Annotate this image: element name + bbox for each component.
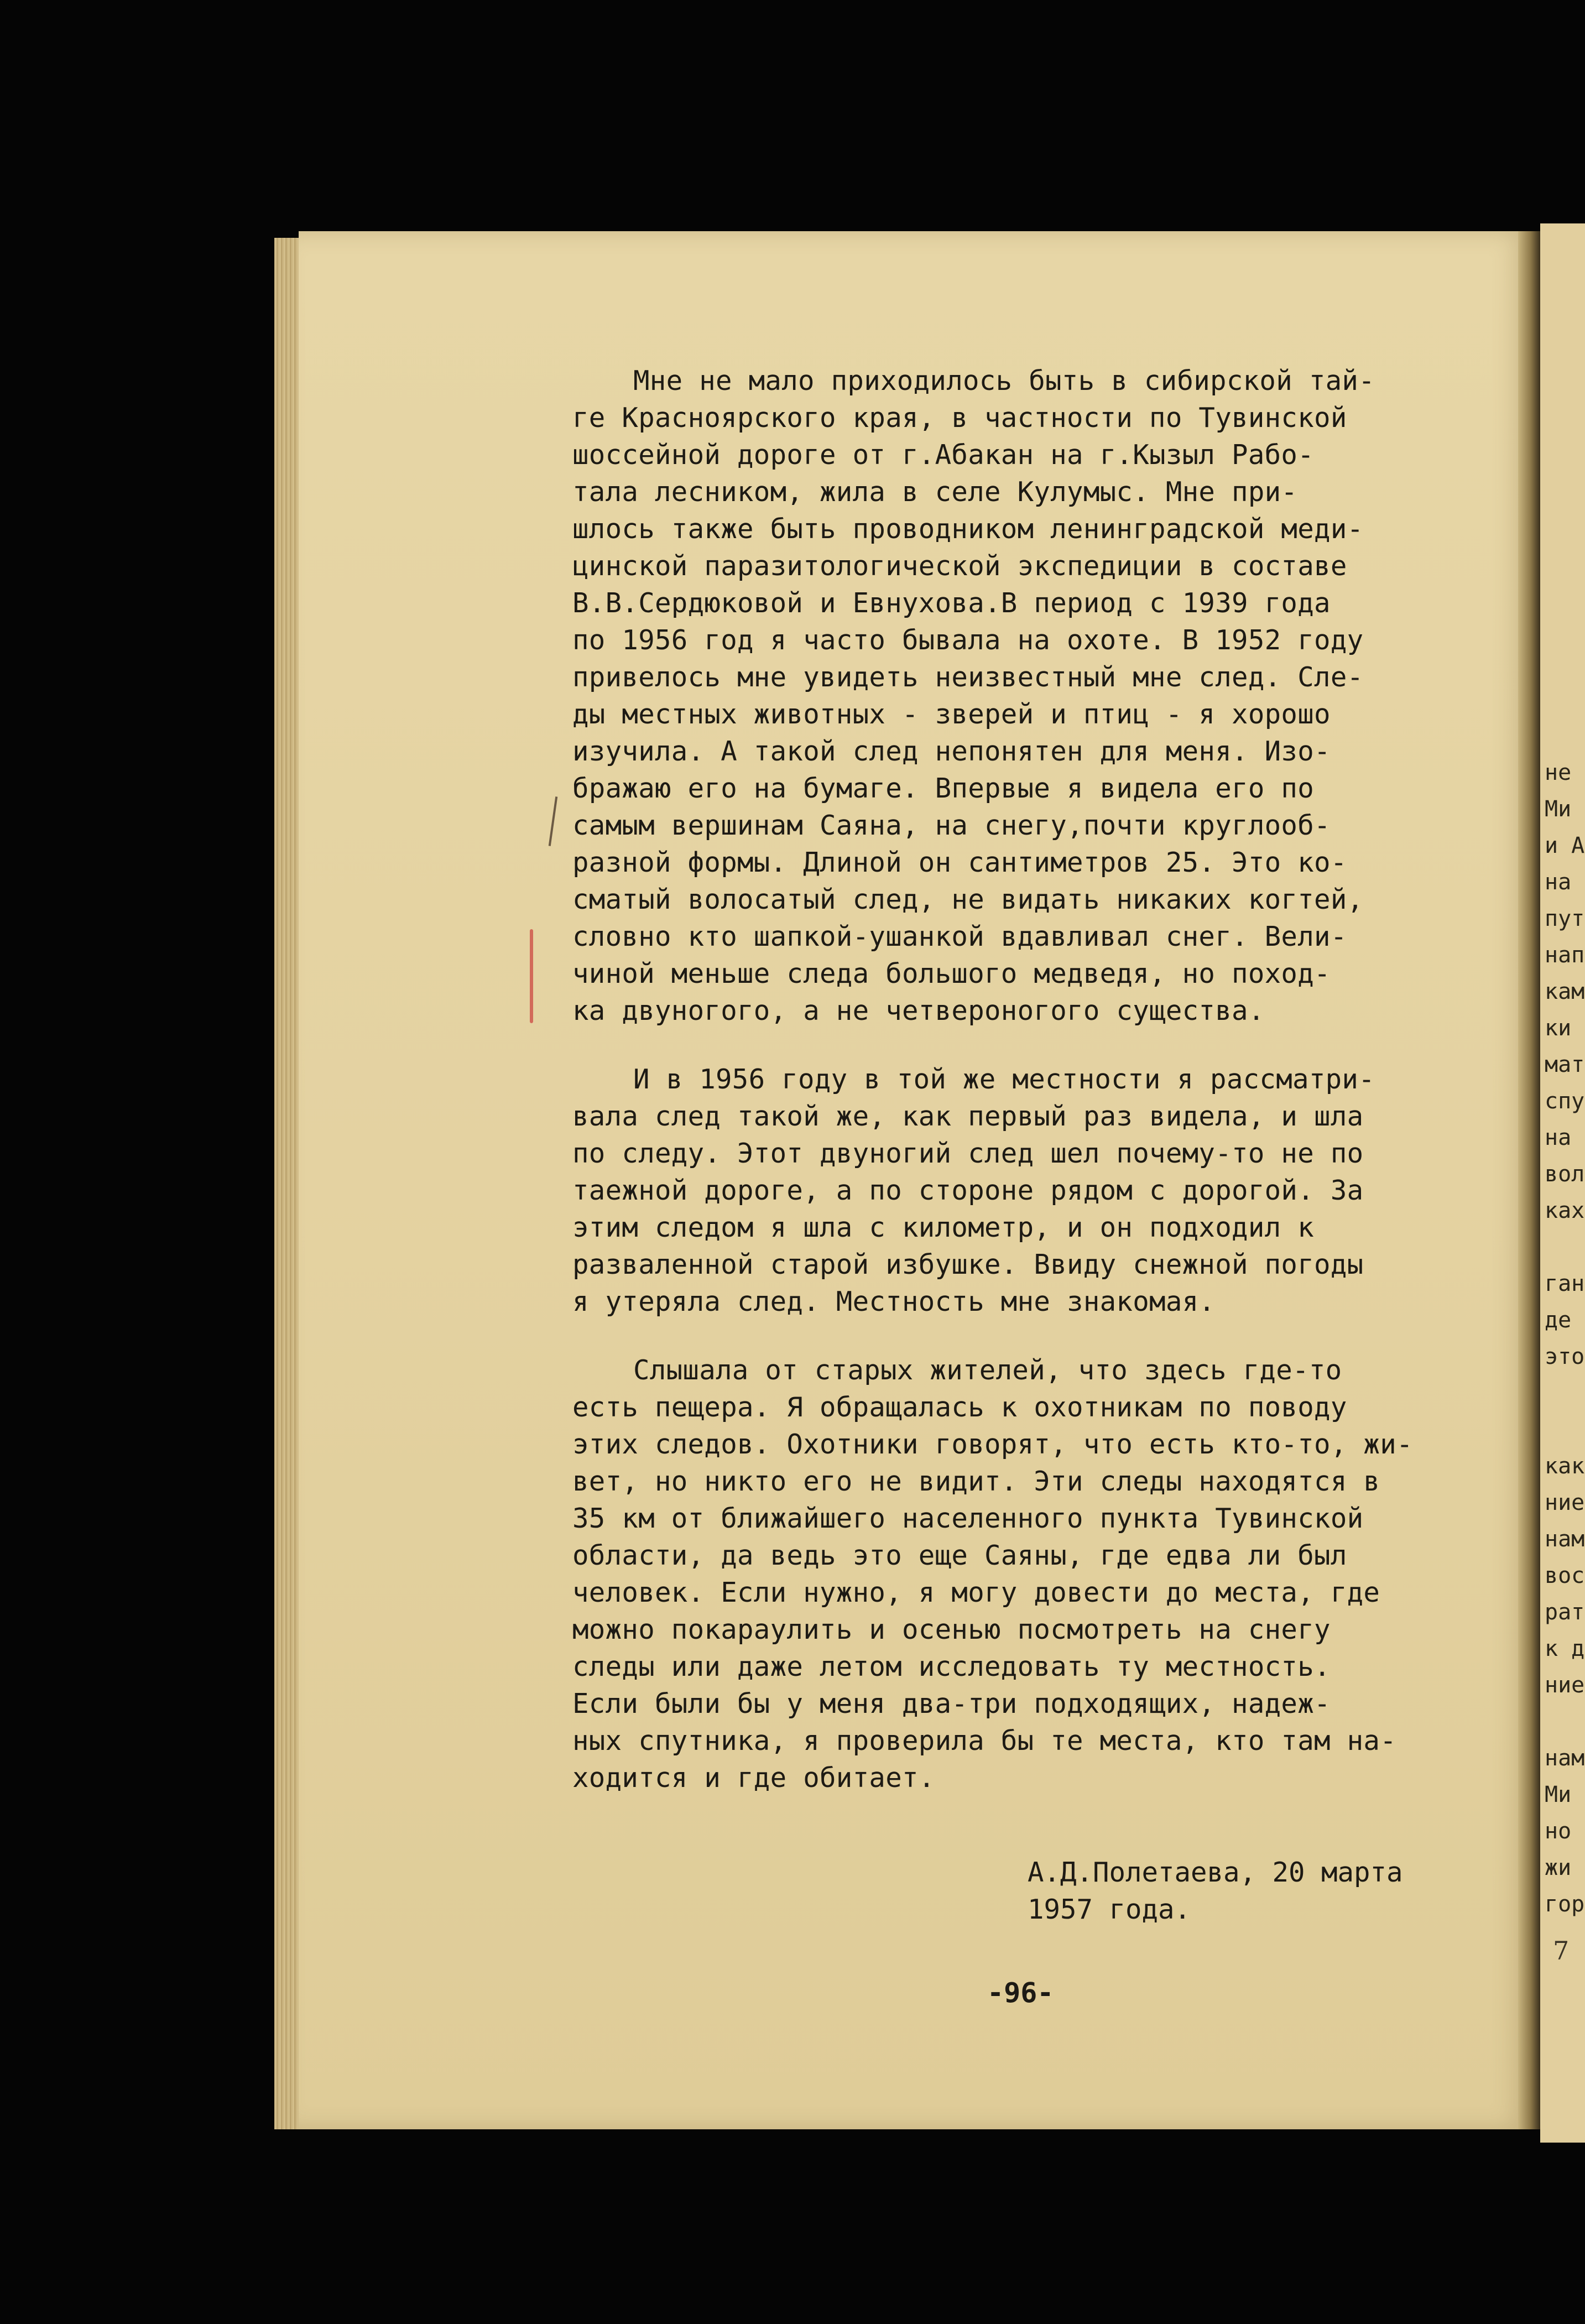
facing-page-text-fragment: но xyxy=(1545,1818,1572,1844)
text-line: вет, но никто его не видит. Эти следы находятся в xyxy=(572,1466,1380,1497)
text-line: ных спутника, я проверила бы те места, кто там на- xyxy=(572,1725,1397,1757)
text-line: самым вершинам Саяна, на снегу,почти круглооб- xyxy=(572,810,1331,841)
text-line: следы или даже летом исследовать ту местность. xyxy=(572,1651,1331,1682)
text-line: В.В.Сердюковой и Евнухова.В период с 1939 года xyxy=(572,587,1331,619)
facing-page-text-fragment: на xyxy=(1545,869,1572,895)
page-body-text xyxy=(572,362,1513,1796)
facing-page-text-fragment: не xyxy=(1545,760,1572,785)
red-pencil-margin-mark xyxy=(530,929,533,1023)
text-line: Слышала от старых жителей, что здесь где-то xyxy=(633,1354,1342,1386)
text-line: этим следом я шла с километр, и он подходил к xyxy=(572,1212,1315,1243)
facing-page-text-fragment: ние xyxy=(1545,1672,1585,1698)
text-line: сматый волосатый след, не видать никаких когтей, xyxy=(572,884,1364,915)
facing-page-text-fragment: пут xyxy=(1545,906,1585,931)
facing-page-text-fragment: ние xyxy=(1545,1490,1585,1515)
text-line: этих следов. Охотники говорят, что есть кто-то, жи- xyxy=(572,1429,1413,1460)
facing-page-text-fragment: ках xyxy=(1545,1198,1585,1223)
paragraph-spacer xyxy=(572,1029,1513,1061)
text-line: человек. Если нужно, я могу довести до места, где xyxy=(572,1577,1380,1608)
facing-page-text-fragment: мат xyxy=(1545,1052,1585,1077)
text-line: шлось также быть проводником ленинградской меди- xyxy=(572,513,1364,545)
page-number: -96- xyxy=(987,1977,1054,2009)
text-line: Мне не мало приходилось быть в сибирской тай- xyxy=(633,365,1375,397)
facing-page-text-fragment: ган xyxy=(1545,1271,1585,1296)
text-line: вала след такой же, как первый раз видела, и шла xyxy=(572,1101,1364,1132)
paragraph-spacer xyxy=(572,1320,1513,1352)
text-line: тала лесником, жила в селе Кулумыс. Мне при- xyxy=(572,476,1298,508)
facing-page-text-fragment: вос xyxy=(1545,1563,1585,1588)
facing-page-text-fragment: к д xyxy=(1545,1636,1585,1661)
facing-page-text-fragment: нам xyxy=(1545,1526,1585,1552)
facing-page-text-fragment: жи xyxy=(1545,1855,1572,1880)
facing-page-text-fragment: Ми xyxy=(1545,1782,1572,1807)
facing-page-number: 7 xyxy=(1553,1936,1570,1966)
text-line: можно покараулить и осенью посмотреть на снегу xyxy=(572,1614,1331,1645)
text-line: ге Красноярского края, в частности по Тувинской xyxy=(572,402,1347,434)
text-line: бражаю его на бумаге. Впервые я видела его по xyxy=(572,773,1315,804)
facing-page-text-fragment: де xyxy=(1545,1307,1572,1333)
facing-page-text-fragment: и А xyxy=(1545,833,1585,858)
text-line: ходится и где обитает. xyxy=(572,1762,935,1794)
text-line: разваленной старой избушке. Ввиду снежной погоды xyxy=(572,1249,1364,1280)
paragraph-1 xyxy=(572,362,1513,1029)
text-line: есть пещера. Я обращалась к охотникам по поводу xyxy=(572,1392,1347,1423)
facing-page-text-fragment: ки xyxy=(1545,1015,1572,1041)
text-line: И в 1956 году в той же местности я рассматри- xyxy=(633,1064,1375,1095)
facing-page-text-fragment: спу xyxy=(1545,1088,1585,1114)
facing-page-text-fragment: вол xyxy=(1545,1161,1585,1187)
facing-page-text-fragment: на xyxy=(1545,1125,1572,1150)
facing-page-text-fragment: Ми xyxy=(1545,796,1572,822)
text-line: ка двуногого, а не четвероногого существа. xyxy=(572,995,1265,1026)
book-gutter xyxy=(1518,231,1540,2129)
facing-page-text-fragment: гор xyxy=(1545,1891,1585,1917)
facing-page-text-fragment: это xyxy=(1545,1344,1585,1369)
text-line: шоссейной дороге от г.Абакан на г.Кызыл Рабо- xyxy=(572,439,1315,471)
text-line: области, да ведь это еще Саяны, где едва ли был xyxy=(572,1540,1347,1571)
facing-page-text-fragment: кам xyxy=(1545,979,1585,1004)
paragraph-3 xyxy=(572,1352,1513,1796)
text-line: чиной меньше следа большого медведя, но поход- xyxy=(572,958,1331,989)
text-line: по следу. Этот двуногий след шел почему-то не по xyxy=(572,1138,1364,1169)
facing-page-text-fragment: нап xyxy=(1545,942,1585,968)
facing-page-text-fragment: как xyxy=(1545,1453,1585,1479)
text-line: цинской паразитологической экспедиции в составе xyxy=(572,550,1347,582)
facing-page-text-fragment: рат xyxy=(1545,1599,1585,1625)
signature-year: 1957 года. xyxy=(1028,1894,1191,1925)
paragraph-2 xyxy=(572,1061,1513,1320)
text-line: таежной дороге, а по стороне рядом с дорогой. За xyxy=(572,1175,1364,1206)
facing-page-edge xyxy=(1540,223,1585,2143)
text-line: словно кто шапкой-ушанкой вдавливал снег. Вели- xyxy=(572,921,1347,952)
text-line: разной формы. Длиной он сантиметров 25. Это ко- xyxy=(572,847,1347,878)
text-line: 35 км от ближайшего населенного пункта Тувинской xyxy=(572,1503,1364,1534)
signature-name-date: А.Д.Полетаева, 20 марта xyxy=(1028,1857,1403,1888)
text-line: по 1956 год я часто бывала на охоте. В 1952 году xyxy=(572,624,1364,656)
text-line: я утеряла след. Местность мне знакомая. xyxy=(572,1286,1216,1317)
text-line: ды местных животных - зверей и птиц - я хорошо xyxy=(572,699,1331,730)
text-line: Если были бы у меня два-три подходящих, надеж- xyxy=(572,1688,1331,1719)
text-line: привелось мне увидеть неизвестный мне след. Сле- xyxy=(572,661,1364,693)
signature-block xyxy=(1028,1854,1403,1928)
text-line: изучила. А такой след непонятен для меня. Изо- xyxy=(572,736,1331,767)
facing-page-text-fragment: нам xyxy=(1545,1745,1585,1771)
